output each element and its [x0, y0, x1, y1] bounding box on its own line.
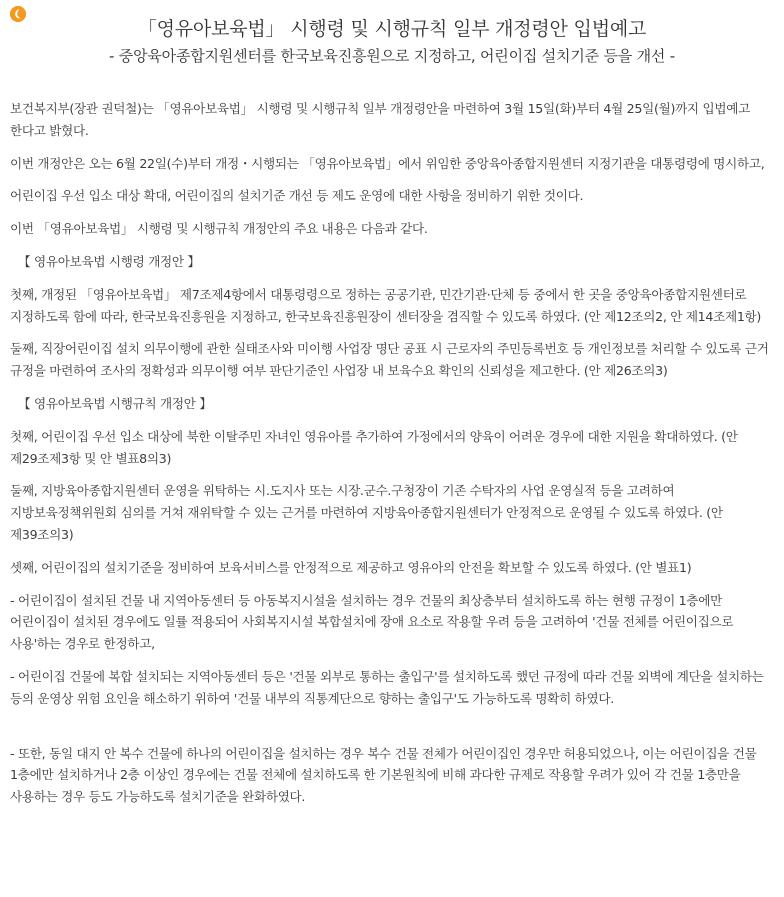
article-body	[10, 98, 774, 819]
section-heading-enforcement-decree: 【 영유아보육법 시행령 개정안 】	[18, 253, 200, 269]
body-paragraph: 첫째, 어린이집 우선 입소 대상에 북한 이탈주민 자녀인 영유아를 추가하여 가정에서의 양육이 어려운 경우에 대한 지원을 확대하였다. (안 제29조제3항 및 안 별표8의3)	[10, 428, 738, 466]
page-subtitle: - 중앙육아종합지원센터를 한국보육진흥원으로 지정하고, 어린이집 설치기준 등을 개선 -	[109, 47, 675, 65]
body-paragraph: 셋째, 어린이집의 설치기준을 정비하여 보육서비스를 안정적으로 제공하고 영유아의 안전을 확보할 수 있도록 하였다. (안 별표1)	[10, 559, 692, 575]
intro-paragraph: 보건복지부(장관 권덕철)는 「영유아보육법」 시행령 및 시행규칙 일부 개정령안을 마련하여 3월 15일(화)부터 4월 25일(월)까지 입법예고 한다고 밝혔다.	[10, 101, 750, 138]
bullet-paragraph: - 어린이집이 설치된 건물 내 지역아동센터 등 아동복지시설을 설치하는 경우 건물의 최상층부터 설치하도록 하는 현행 규정이 1층에만 어린이집이 설치된 경우에도 일률 적용되어 사회복지시설 복합설치에 장애 요소로 작용할 우려 등을 고려하여 '건물 전체를 어린이집으로 사용'하는 경우로 한정하고,	[10, 592, 734, 652]
bullet-paragraph: - 어린이집 건물에 복합 설치되는 지역아동센터 등은 '건물 외부로 통하는 출입구'를 설치하도록 했던 규정에 따라 건물 외벽에 계단을 설치하는 등의 운영상 위험 요인을 해소하기 위하여 '건물 내부의 직통계단으로 향하는 출입구'도 가능하도록 명확히 하였다.	[10, 668, 764, 706]
bullet-paragraph: - 또한, 동일 대지 안 복수 건물에 하나의 어린이집을 설치하는 경우 복수 건물 전체가 어린이집인 경우만 허용되었으나, 이는 어린이집을 건물 1층에만 설치하거나 2층 이상인 경우에는 건물 전체에 설치하도록 한 기본원칙에 비해 과다한 규제로 작용할 우려가 있어 각 건물 1층만을 사용하는 경우 등도 가능하도록 설치기준을 완화하였다.	[10, 745, 757, 805]
body-paragraph: 둘째, 직장어린이집 설치 의무이행에 관한 실태조사와 미이행 사업장 명단 공표 시 근로자의 주민등록번호 등 개인정보를 처리할 수 있도록 근거 규정을 마련하여 조사의 정확성과 의무이행 여부 판단기준인 사업장 내 보육수요 확인의 신뢰성을 제고한다. (안 제26조의3)	[10, 341, 769, 379]
body-paragraph: 첫째, 개정된 「영유아보육법」 제7조제4항에서 대통령령으로 정하는 공공기관, 민간기관·단체 등 중에서 한 곳을 중앙육아종합지원센터로 지정하도록 함에 따라, 한국보육진흥원을 지정하고, 한국보육진흥원장이 센터장을 겸직할 수 있도록 하였다. (안 제12조의2, 안 제14조제1항)	[10, 286, 762, 324]
section-heading-enforcement-rule: 【 영유아보육법 시행규칙 개정안 】	[18, 395, 212, 411]
body-paragraph: 이번 개정안은 오는 6월 22일(수)부터 개정・시행되는 「영유아보육법」에서 위임한 중앙육아종합지원센터 지정기관을 대통령령에 명시하고,	[10, 155, 765, 171]
page-title: 「영유아보육법」 시행령 및 시행규칙 일부 개정령안 입법예고	[137, 18, 647, 40]
body-paragraph: 이번 「영유아보육법」 시행령 및 시행규칙 개정안의 주요 내용은 다음과 같다.	[10, 221, 428, 237]
body-paragraph: 어린이집 우선 입소 대상 확대, 어린이집의 설치기준 개선 등 제도 운영에 대한 사항을 정비하기 위한 것이다.	[10, 188, 584, 204]
body-paragraph: 둘째, 지방육아종합지원센터 운영을 위탁하는 시.도지사 또는 시장.군수.구청장이 기존 수탁자의 사업 운영실적 등을 고려하여 지방보육정책위원회 심의를 거쳐 재위탁할 수 있는 근거를 마련하여 지방육아종합지원센터가 안정적으로 운영될 수 있도록 하였다. (안 제39조의3)	[10, 483, 723, 542]
